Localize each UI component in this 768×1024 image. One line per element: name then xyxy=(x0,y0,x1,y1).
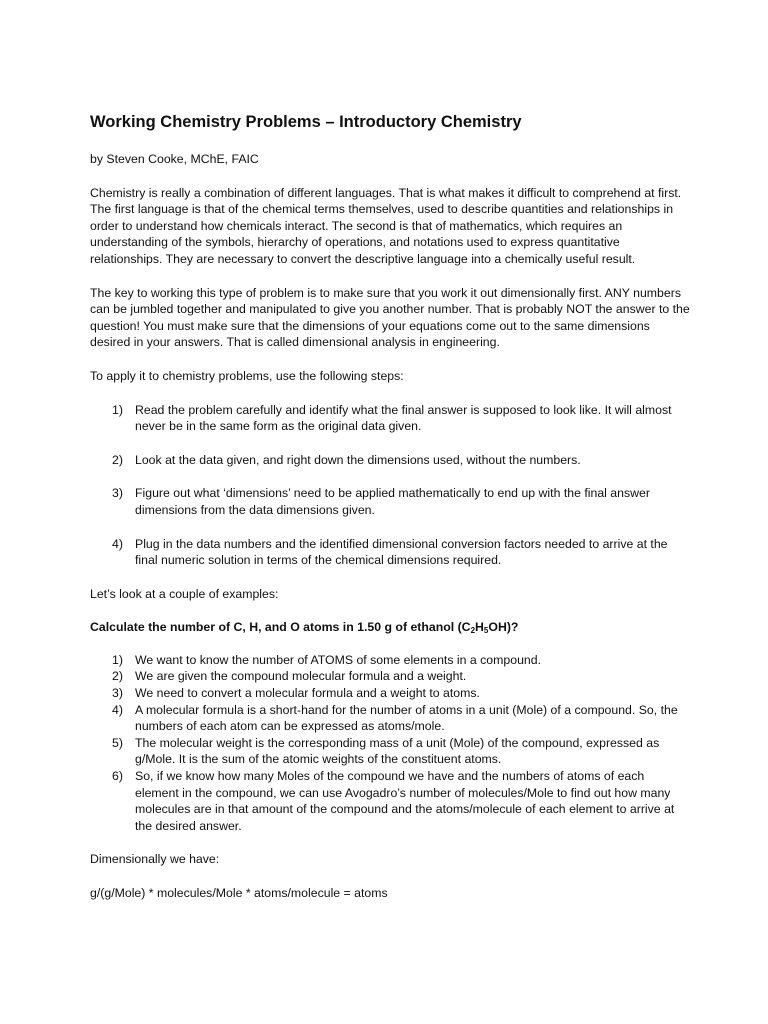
list-text: Plug in the data numbers and the identified dimensional conversion factors needed to arrive at the final numeric solution in terms of the chemical dimensions required. xyxy=(135,536,668,568)
list-text: A molecular formula is a short-hand for the number of atoms in a unit (Mole) of a compound. So, the numbers of each atom can be expressed as atoms/mole. xyxy=(135,702,678,734)
dimensional-formula: g/(g/Mole) * molecules/Mole * atoms/molecule = atoms xyxy=(90,886,388,900)
list-item xyxy=(90,536,690,569)
answer-steps-list xyxy=(90,652,690,835)
list-number: 2) xyxy=(112,669,123,684)
list-item xyxy=(90,702,690,735)
question-prefix: Calculate the number of C, H, and O atoms in 1.50 g of ethanol (C xyxy=(90,620,471,635)
list-item xyxy=(90,452,690,469)
list-item xyxy=(90,652,690,669)
list-item xyxy=(90,402,690,435)
list-number: 6) xyxy=(112,769,123,784)
list-item xyxy=(90,768,690,834)
question-subscript: 5 xyxy=(483,626,489,636)
list-text: The molecular weight is the corresponding mass of a unit (Mole) of the compound, expressed as g/Mole. It is the sum of the atomic weights of the constituent atoms. xyxy=(135,735,660,767)
dimensional-intro: Dimensionally we have: xyxy=(90,852,220,867)
list-text: We are given the compound molecular formula and a weight. xyxy=(135,669,467,684)
list-item xyxy=(90,668,690,685)
list-number: 1) xyxy=(112,652,123,667)
steps-intro: To apply it to chemistry problems, use the following steps: xyxy=(90,368,404,383)
list-text: Look at the data given, and right down the dimensions used, without the numbers. xyxy=(135,452,581,467)
list-number: 3) xyxy=(112,486,123,501)
document-page xyxy=(90,112,690,902)
question-subscript: 2 xyxy=(470,626,476,636)
list-number: 4) xyxy=(112,536,123,551)
question-mid: H xyxy=(475,620,484,635)
question-suffix: OH)? xyxy=(488,620,519,635)
list-number: 3) xyxy=(112,686,123,701)
list-item xyxy=(90,485,690,518)
list-number: 2) xyxy=(112,452,123,467)
list-number: 5) xyxy=(112,735,123,750)
list-text: So, if we know how many Moles of the compound we have and the numbers of atoms of each element in the compound, we can use Avogadro’s number of molecules/Mole to find out how many molecules are in that amount of the compound and the atoms/molecule of each element to arrive at the desired answer. xyxy=(135,769,675,833)
list-text: We want to know the number of ATOMS of some elements in a compound. xyxy=(135,652,542,667)
steps-list xyxy=(90,402,690,569)
examples-intro: Let’s look at a couple of examples: xyxy=(90,586,279,601)
list-text: Figure out what ‘dimensions’ need to be applied mathematically to end up with the final answer dimensions from the data dimensions given. xyxy=(135,486,650,517)
key-paragraph: The key to working this type of problem is to make sure that you work it out dimensionally first. ANY numbers can be jumbled together and manipulated to give you another number. That is probably NOT the answer to the question! You must make sure that the dimensions of your equations come out to the same dimensions desired in your answers. That is called dimensional analysis in engineering. xyxy=(90,285,690,350)
document-title: Working Chemistry Problems – Introductory Chemistry xyxy=(90,113,522,131)
intro-paragraph: Chemistry is really a combination of different languages. That is what makes it difficult to comprehend at first. The first language is that of the chemical terms themselves, used to describe quantities and relationships in order to understand how chemicals interact. The second is that of mathematics, which requires an understanding of the symbols, hierarchy of operations, and notations used to express quantitative relationships. They are necessary to convert the descriptive language into a chemically useful result. xyxy=(90,185,682,266)
author-line: by Steven Cooke, MChE, FAIC xyxy=(90,152,259,166)
list-text: Read the problem carefully and identify what the final answer is supposed to look like. It will almost never be in the same form as the original data given. xyxy=(135,402,672,434)
list-item xyxy=(90,685,690,702)
list-text: We need to convert a molecular formula and a weight to atoms. xyxy=(135,686,480,701)
list-number: 4) xyxy=(112,702,123,717)
list-number: 1) xyxy=(112,402,123,417)
example-question xyxy=(90,619,690,636)
list-item xyxy=(90,735,690,768)
